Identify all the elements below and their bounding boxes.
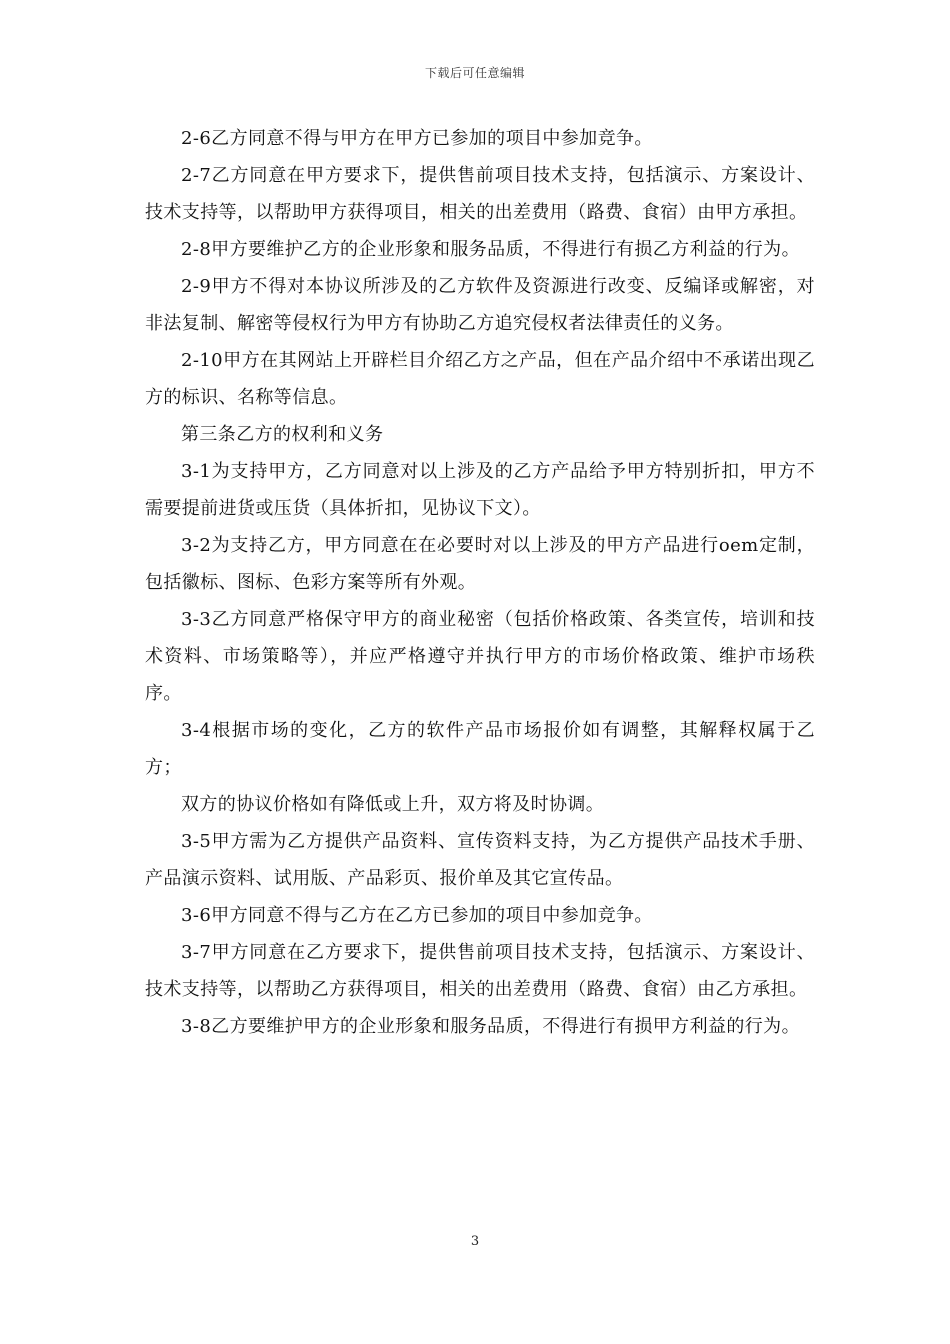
paragraph-3-1: 3-1为支持甲方，乙方同意对以上涉及的乙方产品给予甲方特别折扣，甲方不需要提前进货或压货（具体折扣，见协议下文）。 — [145, 461, 815, 519]
paragraph-2-9: 2-9甲方不得对本协议所涉及的乙方软件及资源进行改变、反编译或解密，对非法复制、解密等侵权行为甲方有协助乙方追究侵权者法律责任的义务。 — [145, 276, 815, 334]
paragraph-3-7: 3-7甲方同意在乙方要求下，提供售前项目技术支持，包括演示、方案设计、技术支持等，以帮助乙方获得项目，相关的出差费用（路费、食宿）由乙方承担。 — [145, 942, 815, 1000]
paragraph-2-7: 2-7乙方同意在甲方要求下，提供售前项目技术支持，包括演示、方案设计、技术支持等，以帮助甲方获得项目，相关的出差费用（路费、食宿）由甲方承担。 — [145, 165, 815, 223]
section-heading-article-3: 第三条乙方的权利和义务 — [181, 424, 384, 445]
page-header: 下载后可任意编辑 — [424, 66, 525, 80]
paragraph-3-2: 3-2为支持乙方，甲方同意在在必要时对以上涉及的甲方产品进行oem定制，包括徽标、图标、色彩方案等所有外观。 — [145, 535, 815, 593]
paragraph-3-4: 3-4根据市场的变化，乙方的软件产品市场报价如有调整，其解释权属于乙方； — [145, 720, 815, 778]
paragraph-3-3: 3-3乙方同意严格保守甲方的商业秘密（包括价格政策、各类宣传，培训和技术资料、市场策略等），并应严格遵守并执行甲方的市场价格政策、维护市场秩序。 — [145, 609, 815, 704]
paragraph-3-6: 3-6甲方同意不得与乙方在乙方已参加的项目中参加竞争。 — [181, 905, 653, 926]
paragraph-3-5: 3-5甲方需为乙方提供产品资料、宣传资料支持，为乙方提供产品技术手册、产品演示资料、试用版、产品彩页、报价单及其它宣传品。 — [145, 831, 815, 889]
paragraph-3-4-continued: 双方的协议价格如有降低或上升，双方将及时协调。 — [181, 794, 605, 815]
body-text — [145, 120, 815, 1045]
paragraph-2-6: 2-6乙方同意不得与甲方在甲方已参加的项目中参加竞争。 — [181, 128, 653, 149]
paragraph-2-8: 2-8甲方要维护乙方的企业形象和服务品质，不得进行有损乙方利益的行为。 — [181, 239, 800, 260]
paragraph-2-10: 2-10甲方在其网站上开辟栏目介绍乙方之产品，但在产品介绍中不承诺出现乙方的标识、名称等信息。 — [145, 350, 815, 408]
paragraph-3-8: 3-8乙方要维护甲方的企业形象和服务品质，不得进行有损甲方利益的行为。 — [181, 1016, 800, 1037]
page-number: 3 — [470, 1234, 480, 1249]
